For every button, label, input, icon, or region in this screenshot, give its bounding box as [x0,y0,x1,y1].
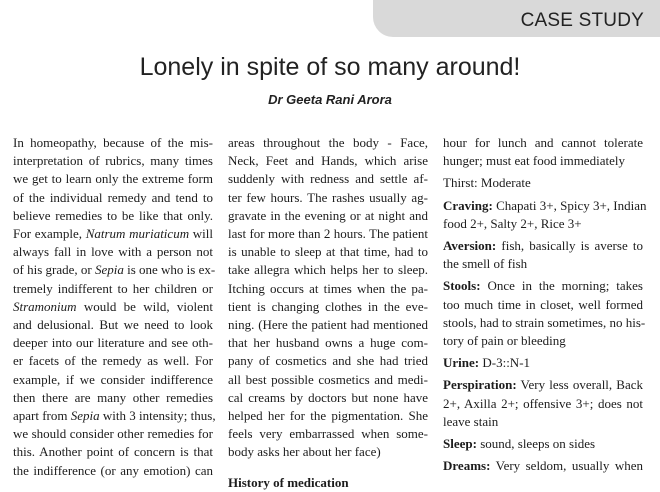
text-run: Once in the morning; takes [480,278,643,294]
text-line: leave stain [443,413,499,429]
text-line: take allegra which helps her to sleep. [228,262,428,278]
text-line: that her husband owns a huge com- [228,335,428,351]
field-label: Urine: [443,355,480,371]
text-run: would be wild, violent [76,298,213,314]
text-line: then there are many other remedies [13,389,213,405]
field-label: Sleep: [443,436,477,452]
text-line: we should consider other remedies for [13,426,213,442]
text-line: interpretation of rubrics, many times [13,153,213,169]
text-run: D-3::N-1 [479,355,531,371]
text-run: Very seldom, usually when [490,458,643,474]
text-run: sound, sleeps on sides [476,436,596,452]
column-3 [443,134,647,475]
text-run: with 3 intensity; thus, [99,408,216,424]
text-line: always fall in love with a person not [13,244,213,260]
text-line: ter few hours. The rashes usually ag- [228,189,428,205]
text-line [443,435,643,453]
text-line: helped her for the pigmentation. She [228,408,428,424]
thirst-line: Thirst: Moderate [443,175,531,191]
text-line: believe remedies to be like that only. [13,207,213,223]
text-line: cal creams by doctors but none have [228,389,428,405]
field-label: Craving: [443,197,493,213]
text-line: food 2+, Salty 2+, Rice 3+ [443,215,582,231]
text-line: tremely indifferent to her children or [13,280,213,296]
article-author: Dr Geeta Rani Arora [268,92,392,107]
field-label: Dreams: [443,458,491,474]
text-line: example, if we consider indifference [13,371,213,387]
text-line: ning. (Here the patient had mentioned [228,317,428,333]
text-line: body asks her about her face) [228,444,381,460]
remedy-name: Natrum muriaticum [85,226,190,242]
text-line [13,407,216,425]
text-line: hunger; must eat food immediately [443,153,625,169]
text-run: fish, basically is averse to [496,238,643,254]
text-line: gravate in the evening or at night and [228,207,428,223]
section-heading: History of medication [228,474,349,490]
column-1 [13,134,216,480]
text-line: of the individual remedy and tend to [13,189,213,205]
text-line: stools, had to strain sometimes, no his- [443,314,646,330]
text-line [13,225,213,243]
text-line [443,376,643,394]
text-line: Itching occurs at times when the pa- [228,280,428,296]
article-title: Lonely in spite of so many around! [139,53,521,81]
text-line [443,457,643,475]
remedy-name: Stramonium [13,298,77,314]
text-line: is unable to sleep at that time, had to [228,244,428,260]
text-line: the smell of fish [443,256,528,272]
remedy-name: Sepia [70,408,100,424]
text-line: and delusional. But we need to look [13,317,213,333]
column-2 [228,134,428,492]
text-line: deeper into our literature and see oth- [13,335,213,351]
text-line: this. Another point of concern is that [13,444,213,460]
text-line: areas throughout the body - Face, [228,135,428,150]
text-run: is one who is ex- [123,262,216,278]
text-run: Chapati 3+, Spicy 3+, Indian [492,197,647,213]
remedy-name: Sepia [94,262,124,278]
text-line [13,298,213,316]
text-line: tory of pain or bleeding [443,333,566,349]
text-line [443,197,647,215]
text-line: we get to learn only the extreme form [13,171,213,187]
text-line: suddenly with redness and settle af- [228,171,428,187]
section-label: CASE STUDY [520,10,644,31]
text-line: In homeopathy, because of the mis- [13,135,213,150]
field-label: Stools: [443,278,481,294]
text-line [443,277,643,295]
text-line: Neck, Feet and Hands, which arise [228,153,428,169]
text-run: of his grade, or [13,262,95,278]
text-line: hour for lunch and cannot tolerate [443,135,643,150]
field-label: Perspiration: [443,377,517,393]
text-line: feels very embarrassed when some- [228,426,428,442]
text-run: For example, [13,226,86,242]
text-line [443,237,643,255]
text-line: all best possible cosmetics and medi- [228,371,428,387]
text-line: the indifference (or any emotion) can [13,462,213,478]
text-line [443,354,643,372]
section-tab [373,0,660,37]
field-label: Aversion: [443,238,497,254]
text-run: will [189,226,213,242]
text-line: 2+, Axilla 2+; offensive 3+; does not [443,395,643,411]
text-line: er facets of the remedy as well. For [13,353,213,369]
text-line: pany of cosmetics and she had tried [228,353,428,369]
text-line: tient is changing clothes in the eve- [228,298,428,314]
text-run: apart from [13,408,71,424]
text-run: Very less overall, Back [516,377,643,393]
text-line: too much time in closet, well formed [443,296,643,312]
text-line: last for more than 2 hours. The patient [228,226,428,242]
text-line [13,261,216,279]
